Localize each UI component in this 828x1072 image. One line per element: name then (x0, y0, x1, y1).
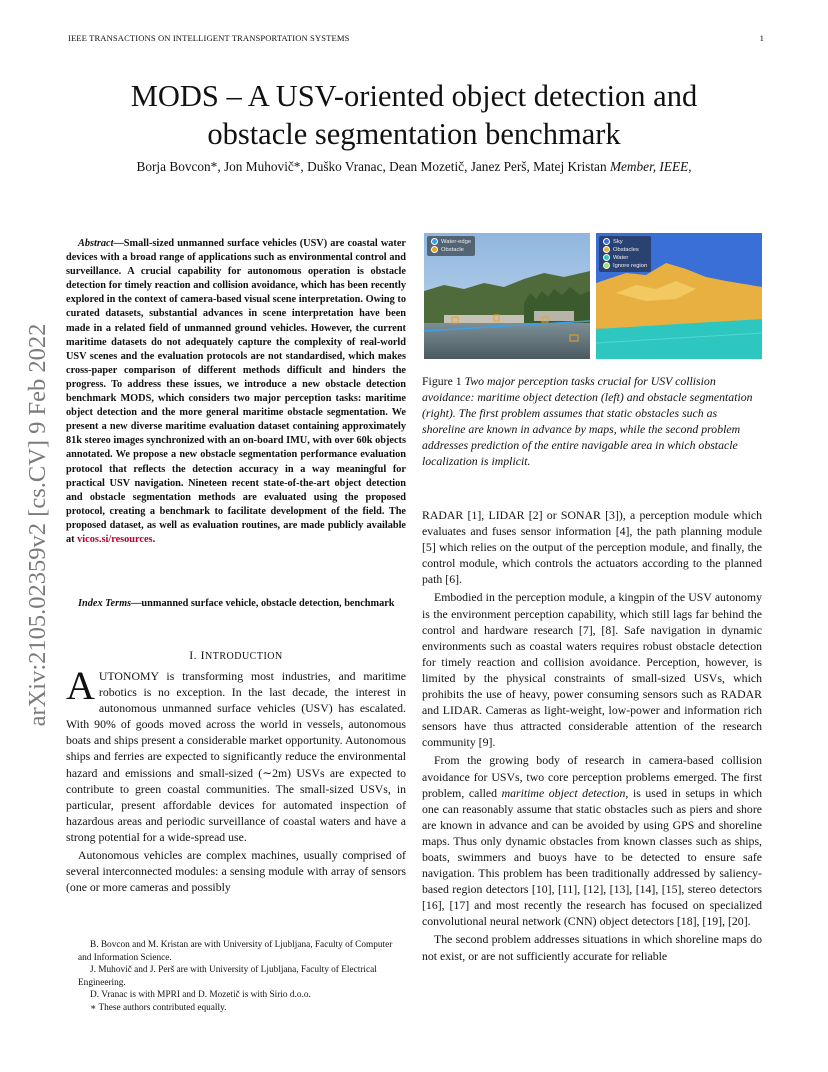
detection-legend: Water-edge Obstacle (427, 236, 475, 256)
paragraph: RADAR [1], LIDAR [2] or SONAR [3]), a perception module which evaluates and fuses sensor information [4], the path planning module [5] which relies on the output of the perception module, and finally, the control module, which controls the actuators according to the planned path [6]. (422, 508, 762, 587)
title-line-1: MODS – A USV-oriented object detection and (130, 79, 698, 113)
obstacle-dot (431, 246, 438, 253)
running-header (68, 33, 764, 43)
abstract-label: Abstract (78, 238, 114, 249)
paper-title (60, 77, 768, 153)
authors-suffix: Member, IEEE, (609, 159, 692, 174)
detection-image (424, 233, 590, 359)
right-column-text (422, 507, 762, 964)
index-text: —unmanned surface vehicle, obstacle detection, benchmark (131, 598, 395, 609)
caption-text: Two major perception tasks crucial for USV collision avoidance: maritime object detection (left) and obstacle segmentation (right). The first problem assumes that static obstacles such as shoreline are known in advance by maps, while the second problem addresses prediction of the entire navigable area in which obstacle localization is implicit. (422, 374, 753, 469)
authors: Borja Bovcon*, Jon Muhovič*, Duško Vranac, Dean Mozetič, Janez Perš, Matej Kristan (136, 159, 607, 174)
figure-caption (422, 373, 762, 470)
obstacles-dot (603, 246, 610, 253)
intro-paragraph-2: Autonomous vehicles are complex machines, usually comprised of several interconnected modules: a sensing module with array of sensors (one or more cameras and possibly (66, 848, 406, 895)
drop-cap: A (66, 663, 95, 708)
figure-1 (424, 233, 764, 359)
intro-text: AUTONOMY is transforming most industries, and maritime robotics is no exception. In the last decade, the interest in autonomous unmanned surface vehicles (USV) has escalated. With 90% of goods moved across the world in vessels, autonomous boats and ships present a considerable market opportunity. Autonomous ships and ferries are expected to significantly reduce the environmental hazard and emissions and small-sized (∼2m) USVs are expected to contribute to green coastal communities. The small-sized USVs, in particular, present affordable devices for automated inspection of hazardous areas and periodic surveillance of coastal waters and have a strong potential for a wide-spread use. Autonomous vehicles are complex machines, usually comprised of several interconnected modules: a sensing module with array of sensors (one or more cameras and possibly (66, 663, 406, 895)
section-heading: I. INTRODUCTION (189, 648, 283, 662)
page-number: 1 (759, 33, 764, 43)
footnote: J. Muhovič and J. Perš are with University of Ljubljana, Faculty of Electrical Engineering. (78, 965, 377, 988)
water-edge-dot (431, 238, 438, 245)
footnote: ∗ These authors contributed equally. (90, 1002, 227, 1013)
author-list (60, 159, 768, 175)
paragraph: The second problem addresses situations in which shoreline maps do not exist, or are not sufficiently accurate for reliable (422, 932, 762, 963)
segmentation-legend: Sky Obstacles Water Ignore region (599, 236, 651, 272)
resources-link[interactable]: vicos.si/resources (77, 533, 153, 545)
paragraph: From the growing body of research in camera-based collision avoidance for USVs, two core perception problems emerged. The first problem, called maritime object detection, is used in setups in which one can reasonably assume that static obstacles such as piers and shore are known in advance and can be avoided by using GPS and shoreline maps. Thus only dynamic obstacles from known classes such as ships, boats, swimmers and buoys have to be detected to ensure safe navigation. This problem has been traditionally addressed by saliency-based region detectors [10], [11], [12], [13], [14], [15], stereo detectors [16], [17] and most recently the research has focused on specialized convolutional neural network (CNN) object detectors [18], [19], [20]. (422, 753, 763, 929)
paragraph: Embodied in the perception module, a kingpin of the USV autonomy is the environment perception capability, which still lags far behind the control and hardware research [7], [8]. Safe navigation in dynamic environments such as coastal waters requires robust obstacle detection for timely reaction and collision avoidance. Perception, however, is limited by the physical constraints of small-sized USVs, which prohibits the use of heavy, power consuming sensors such as RADAR and LIDAR. Cameras as light-weight, low-power and information rich sensors have thus attracted considerable attention of the research community [9]. (422, 590, 762, 750)
footnote: B. Bovcon and M. Kristan are with University of Ljubljana, Faculty of Computer and Information Science. (78, 940, 393, 963)
footnote: D. Vranac is with MPRI and D. Mozetič is with Sirio d.o.o. (90, 990, 311, 1001)
index-terms (66, 597, 406, 611)
abstract: Abstract—Small-sized unmanned surface vehicles (USV) are coastal water devices with a broad range of applications such as environmental control and surveillance. A crucial capability for autonomous operation is obstacle detection for timely reaction and collision avoidance, which has been recently explored in the context of camera-based visual scene interpretation. Owing to curated datasets, substantial advances in scene interpretation have been made in a related field of unmanned ground vehicles. However, the current maritime datasets do not adequately capture the complexity of real-world USV scenes and the evaluation protocols are not standardised, which makes cross-paper comparison of different methods difficult and hinders the progress. To address these issues, we introduce a new obstacle detection benchmark MODS, which considers two major perception tasks: maritime object detection and the more general maritime obstacle segmentation. We present a new diverse maritime evaluation dataset containing approximately 81k stereo images synchronized with an on-board IMU, with over 60k objects annotated. We propose a new obstacle segmentation performance evaluation protocol that reflects the detection accuracy in a way meaningful for practical USV navigation. Nineteen recent state-of-the-art object detection and obstacle segmentation methods are evaluated using the proposed protocol, creating a benchmark to facilitate development of the field. The proposed dataset, as well as evaluation routines, are made publicly available at vicos.si/resources. (66, 238, 406, 545)
footnotes (78, 939, 408, 1015)
arxiv-id: arXiv:2105.02359v2 [cs.CV] 9 Feb 2022 (24, 323, 51, 727)
index-label: Index Terms (78, 598, 132, 609)
sky-dot (603, 238, 610, 245)
title-line-2: obstacle segmentation benchmark (207, 117, 621, 151)
ignore-dot (603, 262, 610, 269)
water-dot (603, 254, 610, 261)
segmentation-image (596, 233, 762, 359)
caption-label: Figure 1 (422, 374, 462, 388)
arxiv-sidebar (18, 295, 58, 755)
journal-name: IEEE TRANSACTIONS ON INTELLIGENT TRANSPORTATION SYSTEMS (68, 33, 350, 43)
abstract-text: —Small-sized unmanned surface vehicles (USV) are coastal water devices with a broad range of applications such as environmental control and surveillance. A crucial capability for autonomous operation is obstacle detection for timely reaction and collision avoidance, which has been recently explored in the context of camera-based visual scene interpretation. Owing to curated datasets, substantial advances in scene interpretation have been made in a related field of unmanned ground vehicles. However, the current maritime datasets do not adequately capture the complexity of real-world USV scenes and the evaluation protocols are not standardised, which makes cross-paper comparison of different methods difficult and hinders the progress. To address these issues, we introduce a new obstacle detection benchmark MODS, which considers two major perception tasks: maritime object detection and the more general maritime obstacle segmentation. We present a new diverse maritime evaluation dataset containing approximately 81k stereo images synchronized with an on-board IMU, with over 60k objects annotated. We propose a new obstacle segmentation performance evaluation protocol that reflects the detection accuracy in a way meaningful for practical USV navigation. Nineteen recent state-of-the-art object detection and obstacle segmentation methods are evaluated using the proposed protocol, creating a benchmark to facilitate development of the field. The proposed dataset, as well as evaluation routines, are made publicly available at (66, 238, 406, 545)
